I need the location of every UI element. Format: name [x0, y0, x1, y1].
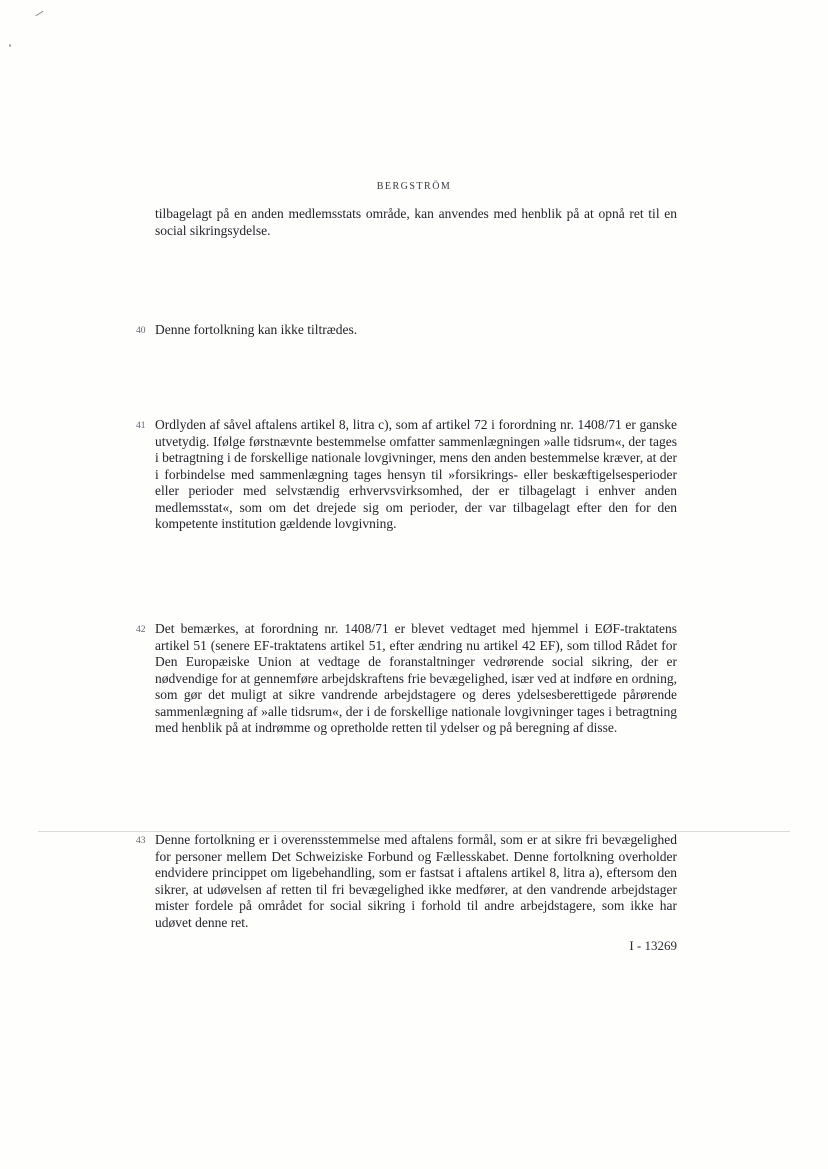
running-header: BERGSTRÖM: [376, 181, 452, 192]
page-number: I - 13269: [629, 938, 677, 953]
paragraph-number: 43: [136, 835, 146, 846]
paragraph-42: [136, 621, 677, 737]
continuation-paragraph: tilbagelagt på en anden medlemsstats område, kan anvendes med henblik på at opnå ret til en social sikringsydelse.: [155, 206, 677, 238]
paragraph-number: 40: [136, 325, 146, 336]
paragraph-40: [136, 322, 677, 339]
paragraph-text: Denne fortolkning er i overensstemmelse med aftalens formål, som er at sikre fri bevægelighed for personer mellem Det Schweiziske Forbund og Fællesskabet. Denne fortolkning overholder endvidere princippet om ligebehandling, som er fastsat i aftalens artikel 8, litra a), eftersom den sikrer, at udøvelsen af retten til fri bevægelighed ikke medfører, at den vandrende arbejdstager mister fordele på området for social sikring i forhold til andre arbejdstagere, som ikke har udøvet denne ret.: [155, 832, 677, 930]
scan-artifact: [9, 44, 11, 47]
paragraph-43: [136, 832, 677, 931]
paragraph-number: 42: [136, 624, 146, 635]
paragraph-text: Ordlyden af såvel aftalens artikel 8, litra c), som af artikel 72 i forordning nr. 1408/71 er ganske utvetydig. Ifølge førstnævnte bestemmelse omfatter sammenlægningen »alle tidsrum«, der tages i betragtning i de forskellige nationale lovgivninger, mens den anden bestemmelse kræver, at der i forbindelse med sammenlægning tages hensyn til »forsikrings- eller beskæftigelsesperioder eller perioder med selvstændig erhvervsvirksomhed, der er tilbagelagt i enhver anden medlemsstat«, som om det drejede sig om perioder, der var tilbagelagt efter den for den kompetente institution gældende lovgivning.: [155, 417, 677, 531]
paragraph-text: Det bemærkes, at forordning nr. 1408/71 er blevet vedtaget med hjemmel i EØF-traktatens artikel 51 (senere EF-traktatens artikel 51, efter ændring nu artikel 42 EF), som tillod Rådet for Den Europæiske Union at vedtage de foranstaltninger vedrørende social sikring, der er nødvendige for at gennemføre arbejdskraftens frie bevægelighed, især ved at indføre en ordning, som gør det muligt at sikre vandrende arbejdstagere og deres ydelsesberettigede pårørende sammenlægning af »alle tidsrum«, der i de forskellige nationale lovgivninger tages i betragtning med henblik på at indrømme og opretholde retten til ydelser og på beregning af disse.: [155, 621, 677, 735]
scan-artifact: [35, 11, 43, 17]
paragraph-number: 41: [136, 420, 146, 431]
paragraph-41: [136, 417, 677, 533]
paragraph-text: Denne fortolkning kan ikke tiltrædes.: [155, 322, 358, 337]
